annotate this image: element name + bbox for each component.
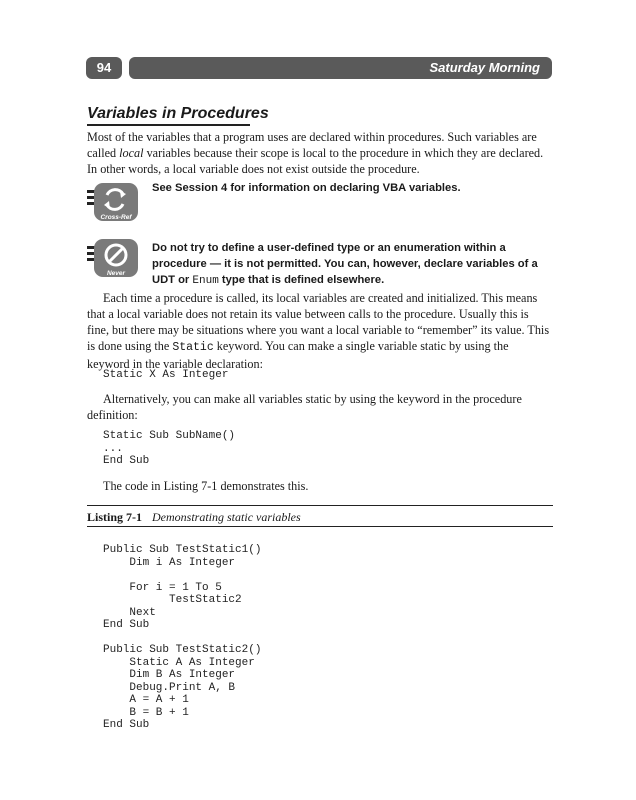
never-icon: [87, 238, 139, 278]
static-paragraph: Each time a procedure is called, its local variables are created and initialized. This means that a local variable does not retain its value between calls to the procedure. Usually this is fine, but there may be situations where you want a local variable to “remember” its value. This is done using the Static keyword. You can make a single variable static by using the keyword in the variable declaration:: [87, 291, 550, 371]
static-keyword: Static: [172, 341, 214, 354]
section-title-underline: [87, 124, 250, 126]
section-title: Variables in Procedures: [87, 105, 269, 122]
listing-number: Listing 7-1: [87, 510, 143, 524]
never-label: Never: [106, 270, 126, 277]
local-emphasis: local: [119, 146, 144, 160]
running-header: Saturday Morning: [129, 57, 552, 79]
intro-paragraph: Most of the variables that a program uses are declared within procedures. Such variables are called local variables because their scope is local to the procedure in which they are declared. In other words, a local variable does not exist outside the procedure.: [87, 130, 544, 176]
cross-ref-label: Cross-Ref: [100, 214, 132, 221]
alternative-paragraph: Alternatively, you can make all variables static by using the keyword in the procedure definition:: [87, 392, 522, 422]
code-static-declaration: Static X As Integer: [103, 369, 229, 381]
listing-caption-rule: [87, 526, 553, 527]
enum-keyword: Enum: [192, 275, 219, 287]
listing-reference-paragraph: The code in Listing 7-1 demonstrates this.: [103, 479, 309, 493]
listing-code: Public Sub TestStatic1() Dim i As Integer For i = 1 To 5 TestStatic2 Next End Sub Public Sub TestStatic2() Static A As Integer Dim B As Integer Debug.Print A, B A = A + 1 B = B + 1 End Sub: [103, 544, 262, 731]
code-static-sub: Static Sub SubName() ... End Sub: [103, 430, 236, 467]
listing-top-rule: [87, 505, 553, 506]
listing-title: Demonstrating static variables: [152, 510, 301, 524]
page-number: 94: [86, 57, 122, 79]
cross-ref-note: See Session 4 for information on declaring VBA variables.: [152, 182, 461, 194]
listing-caption: [87, 510, 301, 524]
never-note: Do not try to define a user-defined type or an enumeration within a procedure — it is not permitted. You can, however, declare variables of a UDT or Enum type that is defined elsewhere.: [152, 242, 538, 287]
cross-ref-icon: [87, 182, 139, 222]
